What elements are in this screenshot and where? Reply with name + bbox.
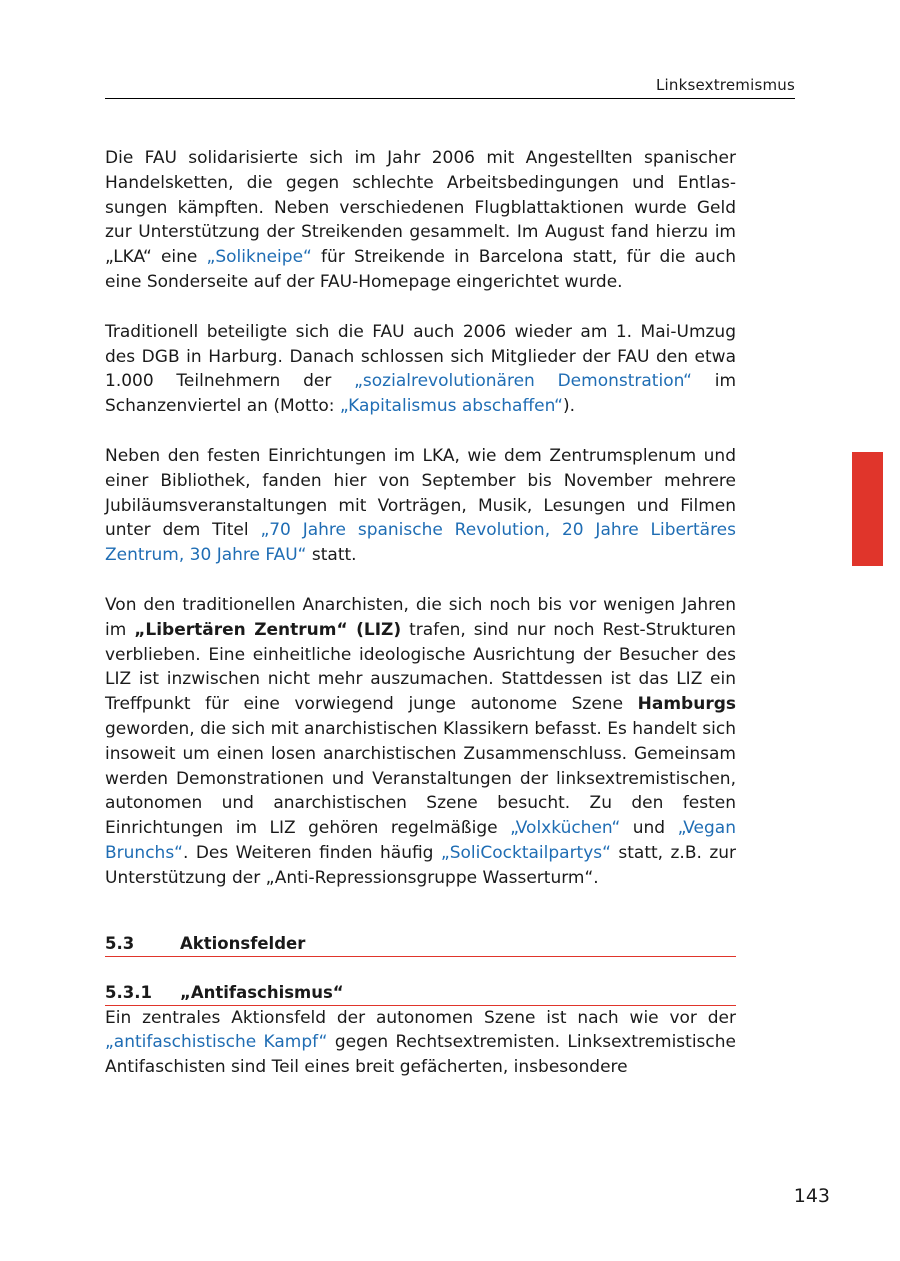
link-vegan-brunchs[interactable]: „Vegan Brunchs“ [105,818,736,863]
paragraph-lka-events [105,444,736,568]
link-solikneipe[interactable]: „Solikneipe“ [206,247,312,268]
text-run: Traditionell beteiligte sich die FAU auch 2006 wieder am 1. Mai-Umzug des DGB in Harburg. Danach schlossen sich Mitglieder der FAU den etwa 1.000 Teilnehmern der [105,321,736,392]
chapter-side-marker [852,452,883,566]
text-run: geworden, die sich mit anarchistischen Klassikern befasst. Es handelt sich insoweit um einen losen anarchistischen Zusammenschluss. Gemeinsam werden Demonstrationen und Veranstaltungen der linksextremistischen, autonomen und anarchistischen Szene besucht. Zu den festen Einrichtungen im LIZ gehören regelmäßige [105,718,736,839]
section-heading-5-3-1 [105,982,736,1006]
paragraph-may-day [105,320,736,419]
header-rule [105,98,795,99]
section-number: 5.3.1 [105,982,152,1002]
link-kapitalismus-abschaffen[interactable]: „Kapitalismus abschaffen“ [339,396,563,417]
paragraph-antifa [105,1006,736,1080]
section-heading-5-3 [105,933,736,957]
text-run: und [620,818,678,839]
paragraph-liz [105,593,736,891]
text-run: für Streikende in Barcelona statt, für die auch eine Sonderseite auf der FAU-Homepage eingerichtet wurde. [105,247,736,292]
text-run: im Schanzenviertel an (Motto: [105,371,737,417]
link-solicocktailpartys[interactable]: „SoliCocktailpartys“ [440,842,611,863]
text-run: statt. [306,545,357,566]
text-run: Neben den festen Einrichtungen im LKA, wie dem Zentrumsplenum und einer Bibliothek, fanden hier von September bis November mehrere Jubiläumsveranstaltungen mit Vorträgen, Musik, Lesungen und Filmen unter dem Titel [105,445,736,541]
link-sozialrevolutionaere-demonstration[interactable]: „sozialrevolutionären Demonstration“ [354,371,692,392]
text-run: trafen, sind nur noch Rest-Strukturen verblieben. Eine einheitliche ideologische Ausrichtung der Besucher des LIZ ist inzwischen nicht mehr auszumachen. Stattdessen ist das LIZ ein Treffpunkt für eine vorwiegend junge autonome Szene [105,619,736,715]
text-run: gegen Rechtsextremisten. Linksextremistische Antifaschisten sind Teil eines breit gefächerten, insbesondere [105,1032,736,1078]
text-run: . Des Weiteren finden häufig [183,842,441,863]
link-70-jahre-spanische-revolution[interactable]: „70 Jahre spanische Revolution, 20 Jahre Libertäres Zentrum, 30 Jahre FAU“ [105,520,736,566]
text-run: Ein zentrales Aktionsfeld der autonomen Szene ist nach wie vor der [105,1007,736,1028]
section-title: Aktionsfelder [180,933,306,953]
text-run: ). [563,396,576,417]
page-body [105,146,736,1105]
bold-libertaeres-zentrum: „Libertären Zentrum“ (LIZ) [134,619,402,640]
text-run: Von den traditionellen Anarchisten, die sich noch bis vor wenigen Jahren im [105,594,736,640]
section-number: 5.3 [105,933,135,953]
text-run: Die FAU solidarisierte sich im Jahr 2006 mit Angestellten spanischer Handelsketten, die gegen schlechte Arbeitsbedingungen und Entlassungen kämpften. Neben verschiedenen Flugblattaktionen wurde Geld zur Unterstützung der Streikenden gesammelt. Im August fand hierzu im „LKA“ eine [105,148,736,268]
running-header: Linksextremismus [655,76,795,94]
link-antifaschistische-kampf[interactable]: „antifaschistische Kampf“ [105,1032,328,1053]
link-volxkuechen[interactable]: „Volxküchen“ [510,818,621,839]
bold-hamburgs: Hamburgs [637,694,736,715]
page-number: 143 [793,1185,830,1207]
section-title: „Antifaschismus“ [180,982,344,1002]
paragraph-fau-solidarity [105,146,736,295]
text-run: statt, z.B. zur Unterstützung der „Anti-Repressionsgruppe Wasserturm“. [105,842,737,888]
